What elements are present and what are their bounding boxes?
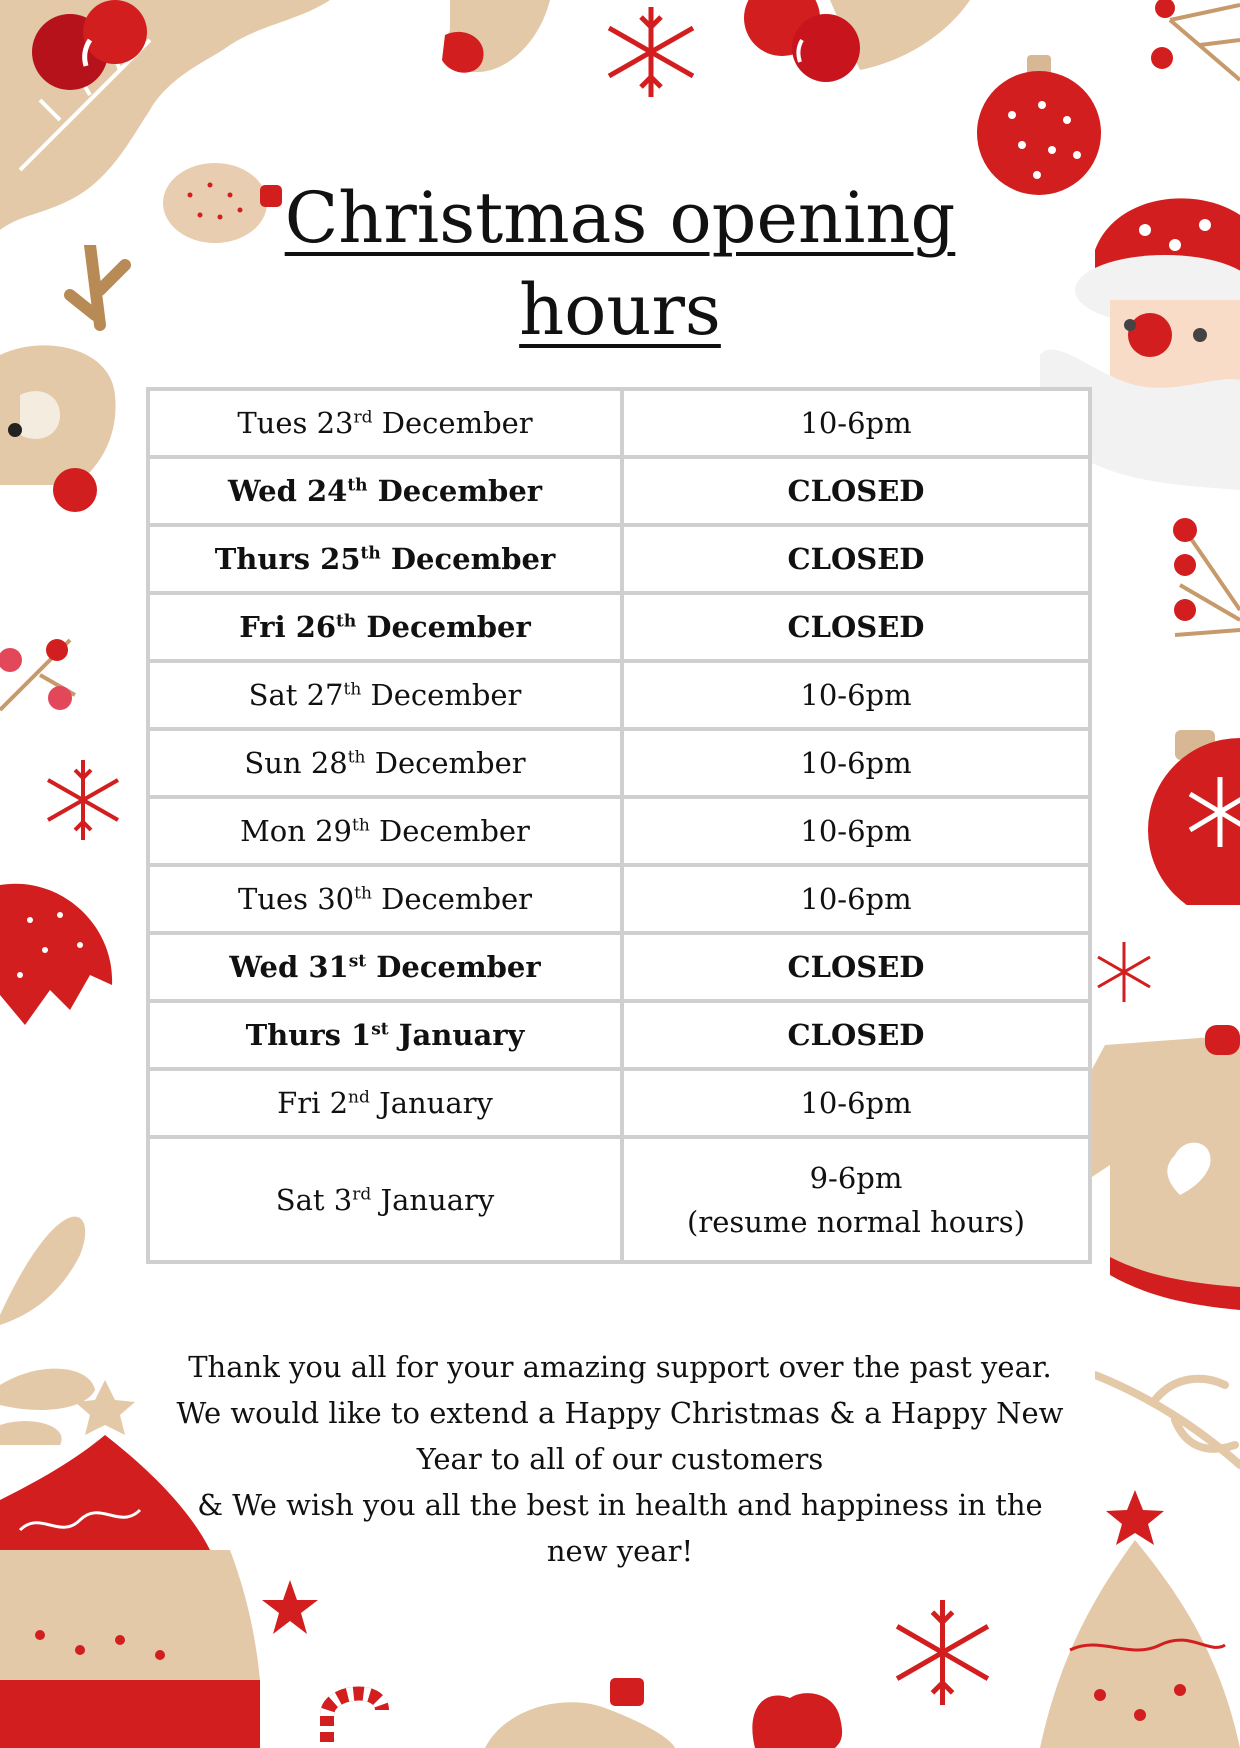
date-cell: Fri 2nd January [148,1069,622,1137]
table-row [148,389,1090,457]
date-cell: Sat 27th December [148,661,622,729]
table-row [148,1137,1090,1262]
opening-hours-table [146,387,1092,1264]
date-cell: Sat 3rd January [148,1137,622,1262]
date-cell: Thurs 25th December [148,525,622,593]
snowflake-icon [596,2,706,102]
table-row [148,661,1090,729]
table-row [148,729,1090,797]
snowflake-icon [1090,938,1158,1006]
hours-cell: 10-6pm [622,797,1090,865]
hours-note: (resume normal hours) [687,1204,1025,1239]
hours-cell: CLOSED [622,593,1090,661]
date-cell: Sun 28th December [148,729,622,797]
date-cell: Tues 30th December [148,865,622,933]
hours-cell: 10-6pm [622,729,1090,797]
berries-icon [740,0,970,95]
date-cell: Thurs 1st January [148,1001,622,1069]
hours-cell: CLOSED [622,525,1090,593]
ornament-icon [1135,730,1240,905]
thank-you-message [150,1344,1090,1574]
date-cell: Mon 29th December [148,797,622,865]
berries-icon [0,610,90,730]
branch-icon [1095,1365,1240,1485]
snowflake-icon [885,1595,1000,1710]
date-cell: Wed 31st December [148,933,622,1001]
hours-cell: 10-6pm [622,661,1090,729]
berries-icon [1165,510,1240,670]
table-row [148,797,1090,865]
table-row [148,457,1090,525]
hours-cell [622,1137,1090,1262]
star-icon [260,1578,320,1638]
date-cell: Tues 23rd December [148,389,622,457]
hours-cell: CLOSED [622,933,1090,1001]
message-line: Year to all of our customers [416,1442,824,1476]
table-row [148,593,1090,661]
hours-value: 9-6pm [809,1160,903,1195]
hat-icon [0,875,120,1030]
hours-cell: 10-6pm [622,1069,1090,1137]
branch-icon [1140,0,1240,95]
mitten-icon [745,1688,865,1748]
message-line: Thank you all for your amazing support over the past year. [188,1350,1052,1384]
ornament-icon [485,1678,675,1748]
hours-cell: CLOSED [622,457,1090,525]
table-row [148,1069,1090,1137]
hours-cell: 10-6pm [622,389,1090,457]
title-line-2: hours [519,269,721,351]
message-line: new year! [546,1534,694,1568]
mitten-icon [420,0,570,80]
table-row [148,933,1090,1001]
page-title [0,172,1240,356]
table-row [148,1001,1090,1069]
hours-cell: 10-6pm [622,865,1090,933]
table-row [148,525,1090,593]
hours-cell: CLOSED [622,1001,1090,1069]
candy-cane-icon [312,1680,402,1748]
message-line: & We wish you all the best in health and happiness in the [197,1488,1043,1522]
table-row [148,865,1090,933]
date-cell: Wed 24th December [148,457,622,525]
message-line: We would like to extend a Happy Christmas & a Happy New [176,1396,1064,1430]
title-line-1: Christmas opening [284,177,956,259]
date-cell: Fri 26th December [148,593,622,661]
snowflake-icon [38,755,128,845]
